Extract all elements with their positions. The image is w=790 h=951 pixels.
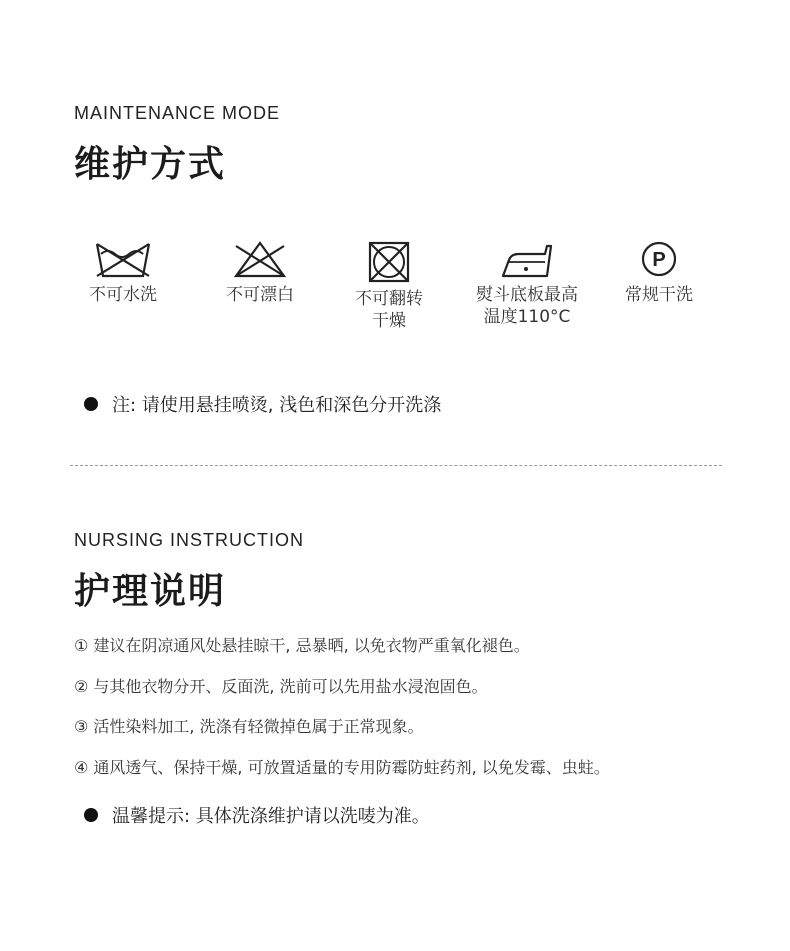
dry-clean-p-icon (629, 240, 689, 280)
no-washing-icon (93, 240, 153, 280)
care-label-no-washing: 不可水洗 (89, 285, 157, 305)
maintenance-title: 维护方式 (74, 144, 227, 185)
svg-text:P: P (652, 249, 666, 271)
care-item-iron (462, 240, 592, 328)
iron-icon (497, 240, 557, 280)
instruction-item: ③ 活性染料加工, 洗涤有轻微掉色属于正常现象。 (74, 717, 424, 736)
bullet-dot-icon (84, 397, 98, 411)
nursing-tip-text: 温馨提示: 具体洗涤维护请以洗唛为准。 (112, 806, 430, 827)
care-label-no-bleach: 不可漂白 (226, 285, 294, 305)
nursing-title: 护理说明 (74, 571, 227, 612)
care-label-no-tumble-dry: 不可翻转 干燥 (355, 289, 423, 331)
nursing-eyebrow: NURSING INSTRUCTION (74, 530, 304, 550)
section-divider (70, 465, 722, 466)
maintenance-note (84, 391, 441, 417)
maintenance-note-text: 注: 请使用悬挂喷烫, 浅色和深色分开洗涤 (112, 395, 442, 416)
maintenance-eyebrow: MAINTENANCE MODE (74, 103, 281, 123)
instruction-item: ① 建议在阴凉通风处悬挂晾干, 忌暴晒, 以免衣物严重氧化褪色。 (74, 636, 530, 655)
care-label-dry-clean: 常规干洗 (625, 285, 693, 305)
care-item-no-washing (58, 240, 188, 306)
care-label-iron: 熨斗底板最高 温度110°C (476, 285, 578, 327)
no-tumble-dry-icon (359, 240, 419, 284)
instruction-item: ④ 通风透气、保持干燥, 可放置适量的专用防霉防蛀药剂, 以免发霉、虫蛀。 (74, 758, 610, 777)
care-item-no-bleach (195, 240, 325, 306)
care-item-dry-clean (594, 240, 724, 306)
bullet-dot-icon (84, 808, 98, 822)
care-item-no-tumble-dry (324, 240, 454, 332)
nursing-tip (84, 802, 430, 828)
no-bleach-icon (230, 240, 290, 280)
instruction-item: ② 与其他衣物分开、反面洗, 洗前可以先用盐水浸泡固色。 (74, 677, 488, 696)
